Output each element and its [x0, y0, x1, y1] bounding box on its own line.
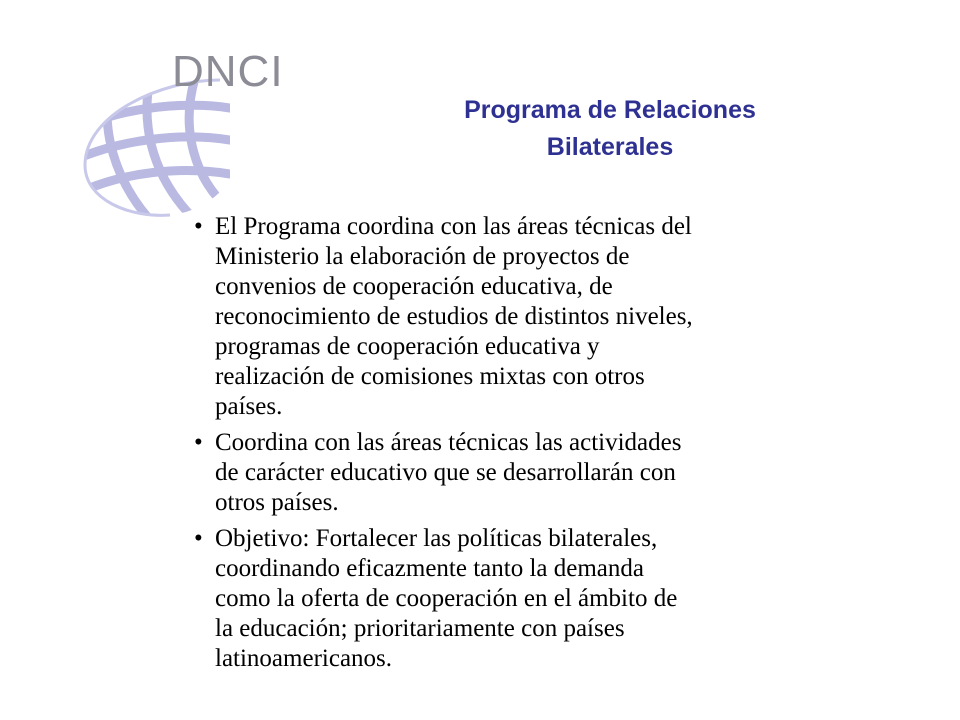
bullet-line: otros países.	[215, 489, 339, 516]
bullet-line: Ministerio la elaboración de proyectos de	[215, 243, 630, 270]
bullet-line: reconocimiento de estudios de distintos niveles,	[215, 303, 693, 330]
title-line-1: Programa de Relaciones	[464, 96, 756, 124]
bullet-item	[194, 524, 854, 674]
bullet-line: de carácter educativo que se desarrollarán con	[215, 459, 676, 486]
bullet-line: países.	[215, 393, 283, 420]
title-line-2: Bilaterales	[546, 133, 674, 161]
bullet-dot: •	[194, 213, 203, 240]
logo-text: DNCI	[172, 47, 284, 96]
bullet-line: convenios de cooperación educativa, de	[215, 273, 613, 300]
bullet-line: realización de comisiones mixtas con otros	[215, 363, 645, 390]
bullet-line: como la oferta de cooperación en el ámbito de	[215, 585, 678, 612]
slide-title	[400, 92, 820, 166]
bullet-line: latinoamericanos.	[215, 645, 393, 672]
bullet-dot: •	[194, 525, 203, 552]
bullet-line: El Programa coordina con las áreas técnicas del	[215, 213, 692, 240]
bullet-dot: •	[194, 429, 203, 456]
bullet-list	[194, 212, 854, 680]
bullet-item	[194, 212, 854, 422]
bullet-line: la educación; prioritariamente con países	[215, 615, 625, 642]
bullet-line: Objetivo: Fortalecer las políticas bilaterales,	[215, 525, 658, 552]
bullet-line: coordinando eficazmente tanto la demanda	[215, 555, 644, 582]
bullet-line: Coordina con las áreas técnicas las actividades	[215, 429, 682, 456]
bullet-item	[194, 428, 854, 518]
bullet-line: programas de cooperación educativa y	[215, 333, 600, 360]
